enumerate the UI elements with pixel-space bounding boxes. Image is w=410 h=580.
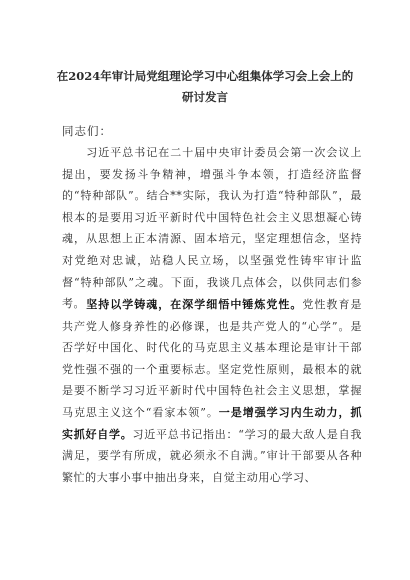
title-line-2: 研讨发言 — [182, 90, 228, 104]
section-body: 党性教育是共产党人修身养性的必修课，也是共产党人的“心学”。是否学好中国化、时代化的马克思主义基本理论是审计干部党性强不强的一个重要标志。坚定党性原则，最根本的就是要不断学习习近平新时代中国特色社会主义思想，掌握马克思主义这个“看家本领”。 — [62, 298, 363, 419]
paragraph-section-1 — [62, 294, 362, 488]
title-line-1: 在2024年审计局党组理论学习中心组集体学习会上会上的 — [56, 69, 354, 83]
salutation: 同志们： — [62, 124, 112, 138]
paragraph-intro: 习近平总书记在二十届中央审计委员会第一次会议上提出，要发扬斗争精神，增强斗争本领，打造经济监督的“特种部队”。结合**实际，我认为打造“特种部队”，最根本的是要用习近平新时代中国特色社会主义思想凝心铸魂，从思想上正本清源、固本培元，坚定理想信念，坚持对党绝对忠诚，站稳人民立场，以坚强党性铸牢审计监督“特种部队”之魂。下面，我谈几点体会，以供同志们参考。 — [62, 146, 362, 311]
sub-point-heading: 一是增强学习内生动力，抓实抓好自学。 — [62, 405, 362, 441]
document-title — [40, 66, 370, 108]
section-heading: 坚持以学铸魂，在深学细悟中锤炼党性。 — [86, 298, 303, 311]
sub-point-body: 习近平总书记指出：“学习的最大敌人是自我满足，要学有所成，就必须永不自满。”审计干部要从各种繁忙的大事小事中抽出身来，自觉主动用心学习、 — [62, 427, 362, 484]
